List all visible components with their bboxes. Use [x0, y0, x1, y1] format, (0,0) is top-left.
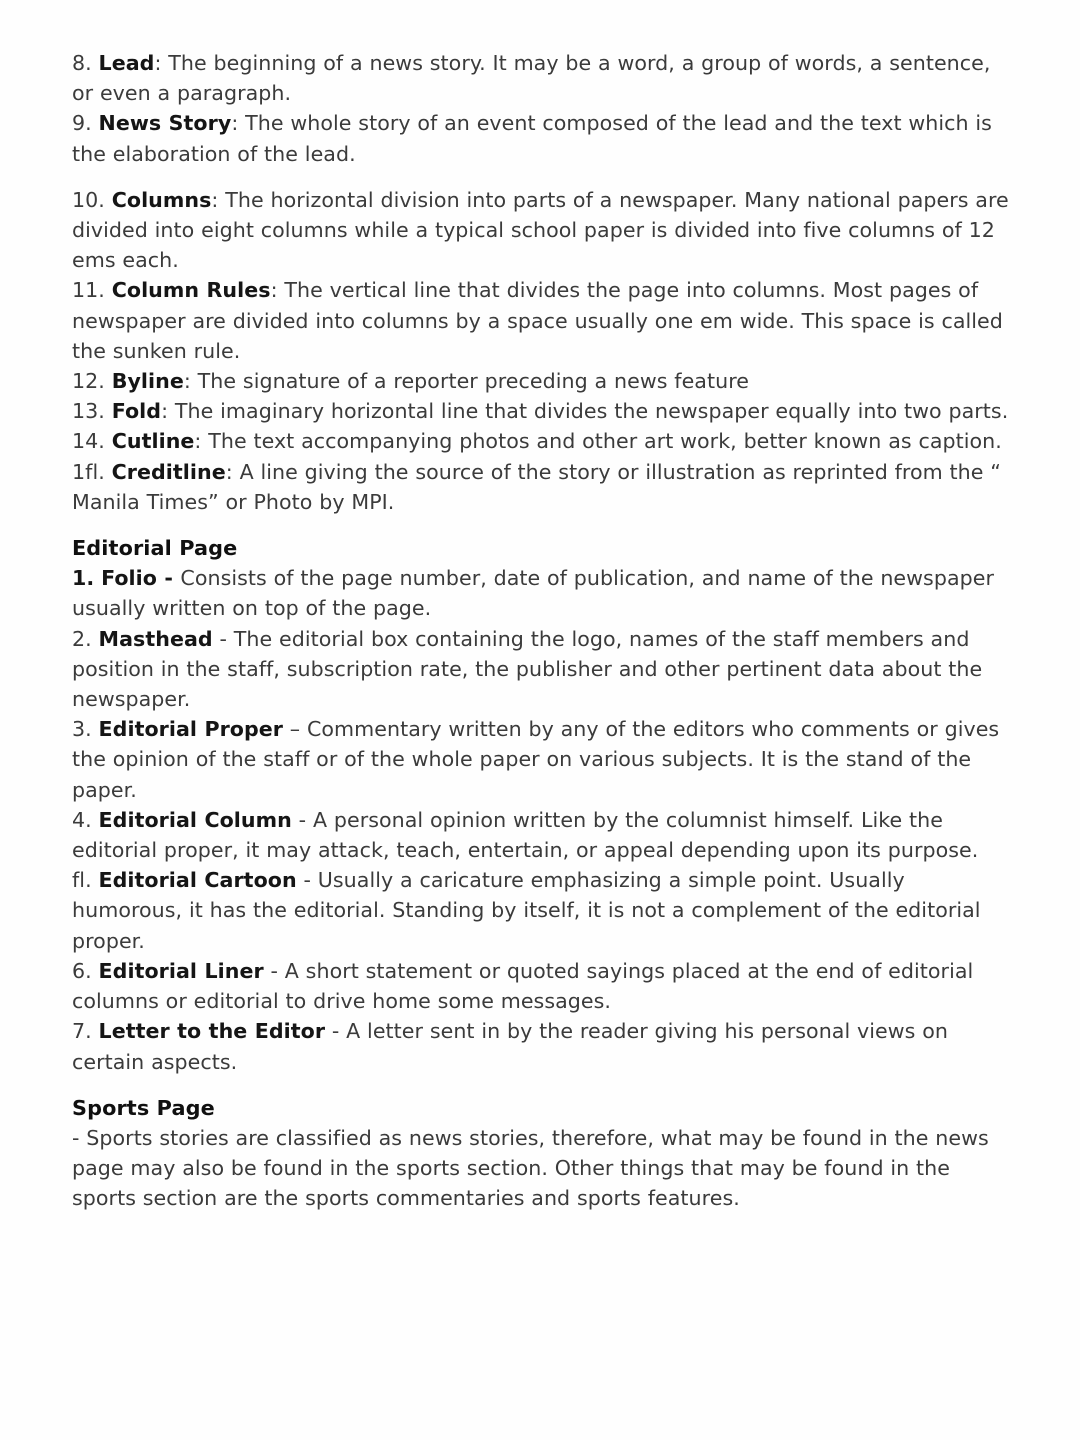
entry-term: Masthead [98, 626, 213, 651]
entry-text: The whole story of an event composed of the lead and the text which is the elaboration of the lead. [72, 111, 992, 166]
entry-separator: : [154, 51, 169, 75]
entry-text: Commentary written by any of the editors who comments or gives the opinion of the staff or of the whole paper on various subjects. It is the stand of the paper. [72, 717, 1000, 802]
glossary-entry [72, 108, 1010, 168]
entry-separator: - [296, 868, 318, 893]
entry-term: Lead [98, 51, 155, 75]
paragraph-gap [72, 169, 1010, 185]
glossary-entry [72, 396, 1010, 426]
entry-term: Editorial Column [98, 807, 292, 832]
entry-text: The imaginary horizontal line that divides the newspaper equally into two parts. [174, 399, 1009, 424]
entry-number: 13. [72, 399, 105, 424]
editorial-entry [72, 865, 1010, 956]
entry-term: Columns [111, 187, 212, 212]
entry-number: 6. [72, 958, 92, 983]
entry-term: Fold [111, 399, 162, 424]
entry-separator: : [231, 111, 246, 136]
editorial-entry [72, 805, 1010, 865]
entry-term: Creditline [111, 459, 226, 484]
glossary-entry [72, 275, 1010, 366]
section-heading-editorial-page: Editorial Page [72, 536, 238, 561]
entry-number: 12. [72, 369, 105, 394]
entry-text: The signature of a reporter preceding a news feature [197, 369, 749, 394]
section-gap [72, 517, 1010, 533]
entry-separator: : [194, 429, 209, 454]
entry-term: Cutline [111, 429, 195, 454]
entry-term: Letter to the Editor [98, 1019, 326, 1044]
section-gap [72, 1077, 1010, 1093]
entry-number: 8. [72, 51, 92, 75]
editorial-entry [72, 563, 1010, 623]
entry-number: 11. [72, 278, 105, 303]
entry-text: The horizontal division into parts of a newspaper. Many national papers are divided into eight columns while a typical school paper is divided into five columns of 12 ems each. [72, 187, 1009, 273]
entry-number: 1. [72, 566, 95, 591]
entry-term: Column Rules [111, 278, 271, 303]
entry-number: 14. [72, 429, 105, 454]
entry-text: The text accompanying photos and other art work, better known as caption. [208, 429, 1002, 454]
glossary-entry [72, 457, 1010, 517]
entry-text: The beginning of a news story. It may be a word, a group of words, a sentence, or even a paragraph. [72, 51, 991, 106]
entry-text: A line giving the source of the story or illustration as reprinted from the “ Manila Times” or Photo by MPI. [72, 459, 1002, 514]
entry-text: The vertical line that divides the page into columns. Most pages of newspaper are divided into columns by a space usually one em wide. This space is called the sunken rule. [72, 278, 1003, 363]
entry-separator: : [270, 278, 285, 303]
entry-separator: : [225, 459, 240, 484]
entry-separator: : [161, 399, 175, 424]
entry-term: Editorial Proper [98, 717, 284, 742]
glossary-entry [72, 426, 1010, 456]
glossary-entry [72, 366, 1010, 396]
entry-separator: - [291, 807, 313, 832]
entry-term: News Story [98, 111, 232, 136]
entry-separator: : [211, 187, 226, 212]
editorial-entry [72, 1016, 1010, 1076]
entry-separator: – [283, 717, 307, 742]
editorial-entry [72, 956, 1010, 1016]
entry-text: A letter sent in by the reader giving his personal views on certain aspects. [72, 1019, 948, 1074]
entry-number: 7. [72, 1019, 92, 1044]
entry-term: Editorial Cartoon [98, 868, 297, 893]
entry-number: 1fl. [72, 459, 105, 484]
entry-number: 3. [72, 717, 92, 742]
entry-text: Consists of the page number, date of publication, and name of the newspaper usually written on top of the page. [72, 566, 994, 621]
entry-separator: - [156, 566, 181, 591]
entry-separator: - [212, 626, 234, 651]
entry-term: Editorial Liner [98, 958, 264, 983]
glossary-entry [72, 48, 1010, 108]
entry-text: A personal opinion written by the columnist himself. Like the editorial proper, it may attack, teach, entertain, or appeal depending upon its purpose. [72, 807, 979, 863]
document-body [72, 48, 1010, 1214]
entry-text: A short statement or quoted sayings placed at the end of editorial columns or editorial to drive home some messages. [72, 958, 974, 1014]
entry-number: 9. [72, 111, 92, 136]
entry-number: 10. [72, 187, 105, 212]
entry-number: 2. [72, 626, 92, 651]
entry-text: Usually a caricature emphasizing a simple point. Usually humorous, it has the editorial. Standing by itself, it is not a complement of the editorial proper. [72, 868, 981, 953]
editorial-entry [72, 624, 1010, 715]
sports-page-body: - Sports stories are classified as news stories, therefore, what may be found in the news page may also be found in the sports section. Other things that may be found in the sports section are the sports commentaries and sports features. [72, 1125, 989, 1211]
entry-number: 4. [72, 807, 92, 832]
editorial-entry [72, 714, 1010, 805]
glossary-entry [72, 185, 1010, 276]
entry-term: Byline [111, 369, 184, 394]
entry-separator: : [183, 369, 198, 394]
entry-term: Folio [101, 566, 157, 591]
entry-separator: - [325, 1019, 347, 1044]
entry-separator: - [263, 958, 285, 983]
entry-text: The editorial box containing the logo, names of the staff members and position in the staff, subscription rate, the publisher and other pertinent data about the newspaper. [72, 626, 983, 712]
entry-number: fl. [72, 868, 92, 893]
section-heading-sports-page: Sports Page [72, 1095, 215, 1120]
